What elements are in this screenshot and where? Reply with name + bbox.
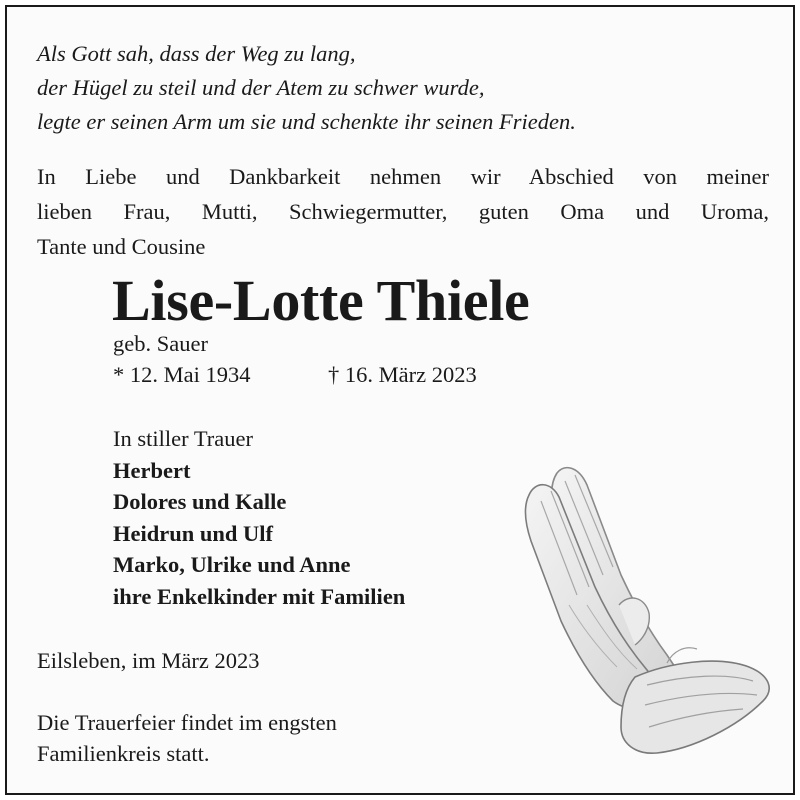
maiden-name: geb. Sauer: [113, 331, 208, 356]
poem-line: der Hügel zu steil und der Atem zu schwer wurde,: [37, 75, 485, 100]
poem-line: Als Gott sah, dass der Weg zu lang,: [37, 41, 356, 66]
funeral-line: Die Trauerfeier findet im engsten: [37, 710, 337, 735]
intro-line: In Liebe und Dankbarkeit nehmen wir Abschied von meiner: [37, 164, 769, 189]
mourner-name: Dolores und Kalle: [113, 489, 287, 514]
life-dates: [113, 359, 477, 391]
birth-date: * 12. Mai 1934: [113, 362, 251, 387]
mourners-block: [113, 423, 405, 612]
intro-line: Tante und Cousine: [37, 234, 206, 259]
poem: [37, 37, 576, 139]
mourner-name: Marko, Ulrike und Anne: [113, 552, 351, 577]
death-date: † 16. März 2023: [328, 362, 477, 387]
funeral-line: Familienkreis statt.: [37, 741, 210, 766]
intro-text: [37, 159, 769, 264]
intro-line: lieben Frau, Mutti, Schwiegermutter, guten Oma und Uroma,: [37, 199, 769, 224]
place-date: Eilsleben, im März 2023: [37, 648, 260, 673]
obituary-frame: [5, 5, 795, 795]
mourner-name: Heidrun und Ulf: [113, 520, 274, 546]
funeral-note: [37, 707, 337, 769]
praying-hands-icon: [517, 455, 779, 771]
deceased-name: Lise-Lotte Thiele: [112, 268, 530, 333]
poem-line: legte er seinen Arm um sie und schenkte ihr seinen Frieden.: [37, 109, 576, 134]
mourners-heading: In stiller Trauer: [113, 426, 253, 451]
mourner-name: ihre Enkelkinder mit Familien: [113, 583, 406, 609]
mourner-name: Herbert: [113, 457, 191, 483]
